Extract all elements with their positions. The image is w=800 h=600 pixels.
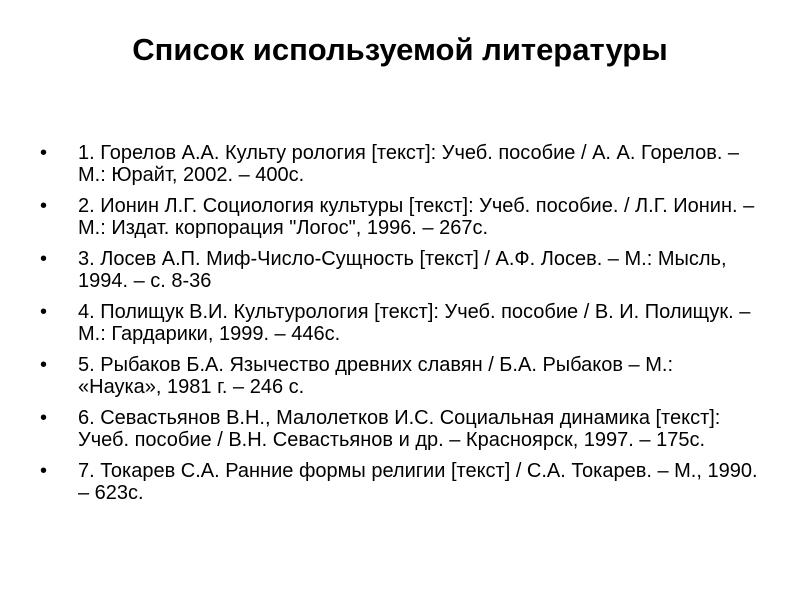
- reference-text: 5. Рыбаков Б.А. Язычество древних славян / Б.А. Рыбаков – М.: «Наука», 1981 г. – 246 с.: [78, 354, 674, 398]
- bullet-icon: •: [40, 195, 48, 217]
- bullet-icon: •: [40, 301, 48, 323]
- slide-title: Список используемой литературы: [132, 32, 668, 67]
- reference-text: 3. Лосев А.П. Миф-Число-Сущность [текст] / А.Ф. Лосев. – М.: Мысль, 1994. – с. 8-36: [78, 248, 727, 292]
- reference-item: [40, 195, 760, 239]
- reference-item: [40, 248, 760, 292]
- reference-text: 7. Токарев С.А. Ранние формы религии [текст] / С.А. Токарев. – М., 1990. – 623с.: [78, 460, 758, 504]
- reference-text: 1. Горелов А.А. Культу рология [текст]: Учеб. пособие / А. А. Горелов. – М.: Юрайт, 2002. – 400с.: [78, 142, 740, 186]
- reference-item: [40, 142, 760, 186]
- reference-item: [40, 460, 760, 504]
- bullet-icon: •: [40, 407, 48, 429]
- reference-item: [40, 354, 760, 398]
- bullet-icon: •: [40, 248, 48, 270]
- reference-item: [40, 301, 760, 345]
- reference-item: [40, 407, 760, 451]
- reference-text: 4. Полищук В.И. Культурология [текст]: Учеб. пособие / В. И. Полищук. – М.: Гардарики, 1999. – 446с.: [78, 301, 751, 345]
- reference-list: [40, 142, 760, 513]
- reference-text: 6. Севастьянов В.Н., Малолетков И.С. Социальная динамика [текст]: Учеб. пособие / В.Н. Севастьянов и др. – Красноярск, 1997. – 175с.: [78, 407, 721, 451]
- reference-text: 2. Ионин Л.Г. Социология культуры [текст]: Учеб. пособие. / Л.Г. Ионин. – М.: Издат. корпорация "Логос", 1996. – 267с.: [78, 195, 755, 239]
- bullet-icon: •: [40, 354, 48, 376]
- bullet-icon: •: [40, 142, 48, 164]
- bullet-icon: •: [40, 460, 48, 482]
